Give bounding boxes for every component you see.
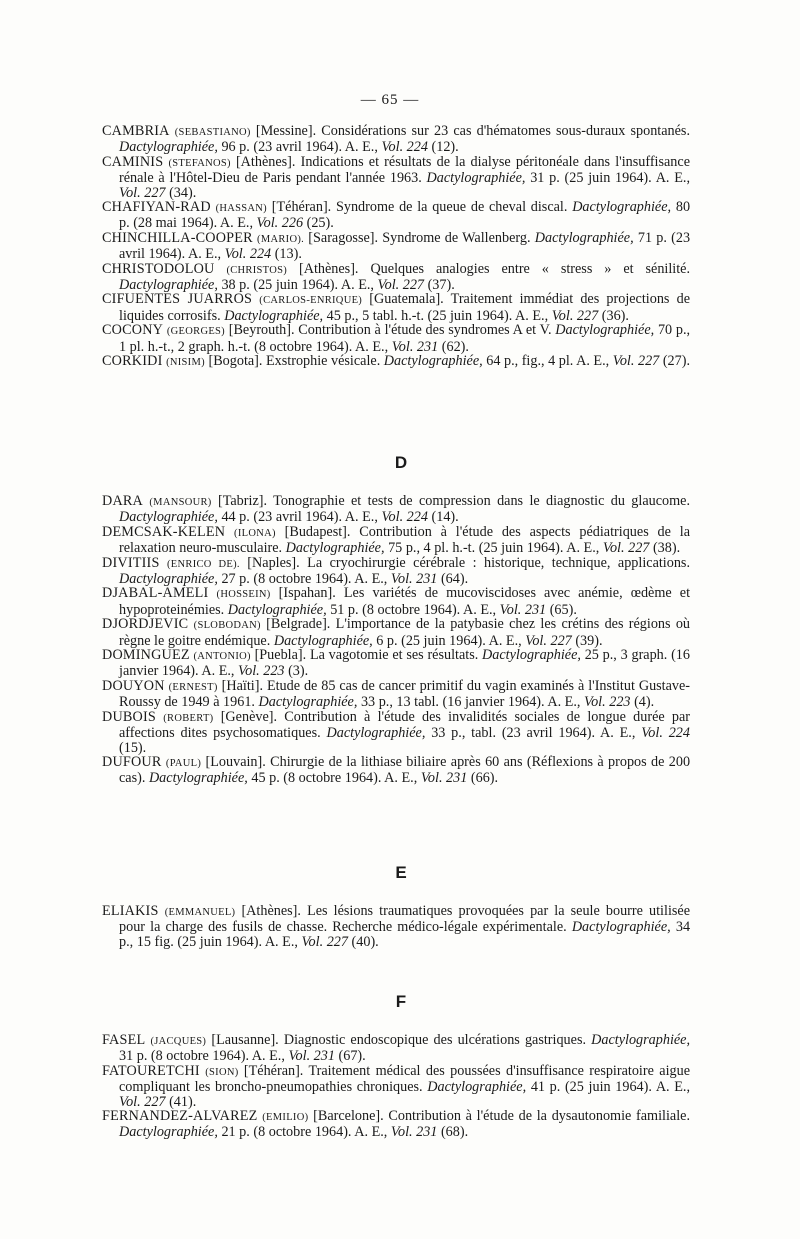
publication-format: Dactylographiée, [119,139,218,156]
publication-details: 38 p. (25 juin 1964). [221,277,339,294]
city: [Athènes]. [235,153,296,170]
journal-abbrev: A. E., [600,725,636,742]
author-surname: FASEL [102,1032,146,1048]
author-given-name: (SION) [205,1066,239,1078]
publication-format: Dactylographiée, [572,199,672,216]
city: [Belgrade]. [266,616,331,633]
section-c [102,124,690,371]
bibliography-entry [102,755,690,786]
publication-format: Dactylographiée, [383,353,483,370]
author-given-name: (CARLOS-ENRIQUE) [259,295,363,307]
author-surname: DIVITIIS [102,554,160,571]
journal-abbrev: A. E., [201,663,235,680]
author-given-name: (SLOBODAN) [193,620,261,632]
author-surname: CIFUENTES JUARROS [102,291,253,308]
author-surname: DUBOIS [102,708,157,725]
city: [Téhéran]. [243,1062,304,1079]
publication-format: Dactylographiée, [224,307,324,324]
journal-abbrev: A. E., [340,277,374,294]
author-given-name: (MANSOUR) [149,497,212,508]
bibliography-entry [102,556,690,587]
thesis-title: Exstrophie vésicale. [266,353,381,370]
author-surname: CHRISTODOLOU [102,260,215,277]
author-surname: CORKIDI [102,353,163,370]
thesis-title: L'importance de la patybasie chez les crétins des régions où règne le goitre endémique. [119,616,691,649]
entry-number: (66). [470,770,499,787]
volume: Vol. 227 [612,353,660,370]
publication-details: 96 p. (23 avril 1964). [221,139,343,156]
bibliography-entry [102,354,690,370]
bibliography-entry [102,1033,690,1064]
thesis-title: Considérations sur 23 cas d'hématomes sous-duraux spontanés. [321,123,690,139]
city: [Budapest]. [284,523,351,540]
entry-number: (41). [169,1093,197,1110]
volume: Vol. 224 [641,725,690,742]
thesis-title: Traitement immédiat des projections de liquides corrosifs. [119,291,691,324]
volume: Vol. 227 [119,1093,166,1110]
author-given-name: (HASSAN) [215,203,267,215]
entry-number: (4). [634,694,655,711]
author-given-name: (CHRISTOS) [226,264,288,276]
entry-number: (3). [288,663,309,680]
city: [Téhéran]. [271,199,332,216]
author-surname: FATOURETCHI [102,1062,200,1079]
thesis-title: Contribution à l'étude des aspects pédiatriques de la relaxation neuro-musculaire. [119,523,691,557]
city: [Genève]. [220,708,278,725]
bibliography-entry [102,648,690,679]
city: [Naples]. [247,554,300,571]
author-given-name: (STEFANOS) [168,157,231,169]
city: [Louvain]. [205,753,266,770]
city: [Puebla]. [254,647,307,664]
author-surname: DOMINGUEZ [102,647,190,664]
author-surname: DOUYON [102,677,165,694]
publication-details: 41 p. (25 juin 1964). [530,1079,652,1096]
volume: Vol. 227 [301,933,348,950]
city: [Tabriz]. [217,493,268,509]
journal-abbrev: A. E., [264,933,298,950]
author-surname: FERNANDEZ-ALVAREZ [102,1108,258,1125]
entry-number: (65). [549,601,577,618]
volume: Vol. 227 [377,277,425,294]
entry-number: (36). [601,307,629,324]
bibliography-entry [102,586,690,617]
entry-number: (37). [427,277,455,294]
volume: Vol. 227 [602,540,650,557]
publication-format: Dactylographiée, [273,632,373,649]
city: [Beyrouth]. [228,322,295,339]
bibliography-entry [102,155,690,200]
volume: Vol. 227 [525,632,572,649]
publication-details: 25 p., 3 graph. (16 janvier 1964). [119,647,690,680]
entry-number: (14). [431,509,459,526]
bibliography-entry [102,323,690,354]
publication-format: Dactylographiée, [119,1124,218,1141]
publication-details: 75 p., 4 pl. h.-t. (25 juin 1964). [388,540,564,557]
thesis-title: Syndrome de Wallenberg. [382,229,531,246]
publication-details: 80 p. (28 mai 1964). [119,199,691,232]
thesis-title: Etude de 85 cas de cancer primitif du vagin examinés à l'Institut Gustave-Roussy de 1949 à 1961. [119,677,691,711]
volume: Vol. 224 [381,139,428,156]
journal-abbrev: A. E., [515,307,549,324]
section-f [102,989,690,1140]
author-given-name: (ENRICO DE). [167,558,240,570]
journal-abbrev: A. E., [655,1079,691,1096]
publication-details: 51 p. (8 octobre 1964). [330,601,461,618]
volume: Vol. 227 [119,184,166,201]
city: [Messine]. [255,123,317,139]
thesis-title: Syndrome de la queue de cheval discal. [335,199,568,216]
thesis-title: Traitement médical des poussées d'insuffisance respiratoire aigue compliquant les broncho-pneumopathies chroniques. [119,1062,690,1096]
journal-abbrev: A. E., [219,215,253,232]
publication-details: 44 p. (23 avril 1964). [221,509,343,526]
author-given-name: (EMMANUEL) [164,907,236,918]
thesis-title: Contribution à l'étude des invalidités sociales de longue durée par affections dites psychosomatiques. [119,708,691,742]
entry-number: (38). [652,540,681,557]
journal-abbrev: A. E., [187,246,222,263]
bibliography-entry [102,904,690,949]
entry-number: (12). [431,139,459,156]
city: [Lausanne]. [211,1032,279,1048]
publication-format: Dactylographiée, [482,647,581,664]
journal-abbrev: A. E., [384,770,418,787]
publication-details: 45 p. (8 octobre 1964). [251,770,382,787]
author-given-name: (HOSSEIN) [216,589,271,601]
bibliography-entry [102,1109,690,1140]
city: [Haïti]. [221,677,263,694]
thesis-title: Diagnostic endoscopique des ulcérations gastriques. [283,1032,587,1048]
author-given-name: (JACQUES) [150,1036,207,1047]
publication-format: Dactylographiée, [571,919,671,936]
section-letter: F [395,992,407,1011]
bibliography-entry [102,494,690,525]
section-letter: E [395,863,407,882]
author-surname: ELIAKIS [102,903,159,919]
thesis-title: Quelques analogies entre « stress » et sénilité. [370,260,691,277]
city: [Barcelone]. [313,1108,384,1125]
entry-number: (62). [441,338,469,355]
publication-format: Dactylographiée, [119,509,218,526]
thesis-title: Contribution à l'étude de la dysautonomie familiale. [388,1108,691,1125]
thesis-title: Indications et résultats de la dialyse péritonéale dans l'insuffisance rénale à l'Hôtel-Dieu de Paris pendant l'année 1963. [119,153,690,187]
author-surname: DEMCSAK-KELEN [102,523,226,540]
thesis-title: Tonographie et tests de compression dans le diagnostic du glaucome. [273,493,691,509]
journal-abbrev: A. E., [344,509,378,526]
author-given-name: (ILONA) [234,527,276,539]
bibliography-entry [102,231,690,262]
journal-abbrev: A. E., [462,601,497,618]
journal-abbrev: A. E., [354,1124,388,1141]
entry-number: (15). [119,739,147,756]
city: [Bogota]. [208,353,263,370]
bibliography-entry [102,679,690,710]
thesis-title: La vagotomie et ses résultats. [309,647,479,664]
city: [Ispahan]. [278,585,336,602]
volume: Vol. 231 [391,338,439,355]
journal-abbrev: A. E., [547,694,581,711]
author-surname: CAMBRIA [102,123,170,139]
journal-abbrev: A. E., [566,540,600,557]
author-surname: DJORDJEVIC [102,616,189,633]
publication-details: 34 p., 15 fig. (25 juin 1964). [119,919,691,950]
author-given-name: (ANTONIO) [193,651,251,663]
page-number: — 65 — [360,92,420,108]
publication-format: Dactylographiée, [119,571,218,588]
journal-abbrev: A. E., [655,170,691,187]
publication-format: Dactylographiée, [258,694,358,711]
publication-format: Dactylographiée, [119,277,218,294]
publication-format: Dactylographiée, [426,170,526,187]
bibliography-entry [102,262,690,293]
publication-format: Dactylographiée, [534,229,634,246]
city: [Saragosse]. [308,229,379,246]
publication-format: Dactylographiée, [555,322,655,339]
entry-number: (13). [274,246,302,263]
bibliography-entry [102,292,690,323]
author-surname: COCONY [102,322,164,339]
publication-format: Dactylographiée, [591,1032,691,1048]
publication-details: 70 p., 1 pl. h.-t., 2 graph. h.-t. (8 octobre 1964). [119,322,691,355]
entry-number: (40). [351,933,379,950]
author-given-name: (EMILIO) [262,1112,309,1124]
author-given-name: (PAUL) [165,757,202,769]
bibliography-entry [102,710,690,755]
bibliography-entry [102,124,690,155]
thesis-title: Les variétés de mucoviscidoses avec anémie, œdème et hypoproteinémies. [119,585,691,618]
author-given-name: (NISIM) [166,357,205,369]
volume: Vol. 227 [551,307,599,324]
volume: Vol. 224 [381,509,428,526]
journal-abbrev: A. E., [576,353,610,370]
entry-number: (27). [662,353,690,370]
publication-format: Dactylographiée, [227,601,327,618]
journal-abbrev: A. E., [355,338,389,355]
publication-details: 6 p. (25 juin 1964). [376,632,486,649]
section-letter: D [394,453,408,472]
publication-details: 31 p. (8 octobre 1964). [119,1048,250,1065]
entry-number: (67). [338,1048,366,1065]
volume: Vol. 231 [420,770,468,787]
author-surname: DUFOUR [102,753,162,770]
volume: Vol. 223 [584,694,631,711]
city: [Athènes]. [241,903,301,919]
author-surname: CHINCHILLA-COOPER [102,229,253,246]
journal-abbrev: A. E., [344,139,378,156]
bibliography-entry [102,617,690,648]
volume: Vol. 224 [224,246,272,263]
entry-number: (64). [440,571,469,588]
publication-format: Dactylographiée, [148,770,248,787]
city: [Athènes]. [298,260,359,277]
entry-number: (34). [169,184,197,201]
publication-format: Dactylographiée, [326,725,426,742]
publication-details: 45 p., 5 tabl. h.-t. (25 juin 1964). [326,307,513,324]
author-given-name: (SEBASTIANO) [174,127,251,138]
author-surname: CHAFIYAN-RAD [102,199,211,216]
journal-abbrev: A. E., [251,1048,285,1065]
publication-details: 33 p., tabl. (23 avril 1964). [431,725,595,742]
thesis-title: Chirurgie de la lithiase biliaire après 60 ans (Réflexions à propos de 200 cas). [119,753,691,787]
thesis-title: La cryochirurgie cérébrale : historique, technique, applications. [307,554,690,571]
bibliography-entry [102,200,690,231]
publication-details: 21 p. (8 octobre 1964). [221,1124,352,1141]
entry-number: (39). [575,632,603,649]
publication-format: Dactylographiée, [427,1079,527,1096]
section-e [102,860,690,949]
journal-abbrev: A. E., [354,571,388,588]
author-surname: DARA [102,493,144,509]
publication-details: 31 p. (25 juin 1964). [530,170,652,187]
author-given-name: (ERNEST) [168,681,218,693]
volume: Vol. 231 [390,571,438,588]
publication-details: 27 p. (8 octobre 1964). [221,571,352,588]
volume: Vol. 231 [499,601,547,618]
entry-number: (25). [306,215,334,232]
publication-details: 64 p., fig., 4 pl. [486,353,574,370]
publication-details: 33 p., 13 tabl. (16 janvier 1964). [360,694,545,711]
city: [Guatemala]. [369,291,444,308]
volume: Vol. 231 [390,1124,438,1141]
author-given-name: (GEORGES) [166,326,225,338]
volume: Vol. 226 [256,215,304,232]
volume: Vol. 231 [288,1048,335,1065]
entry-number: (68). [440,1124,469,1141]
thesis-title: Les lésions traumatiques provoquées par la seule bourre utilisée pour la charge des fusils de chasse. Recherche médico-légale expérimentale. [119,903,690,936]
bibliography-entry [102,1064,690,1109]
section-d [102,450,690,786]
thesis-title: Contribution à l'étude des syndromes A et V. [298,322,552,339]
author-surname: CAMINIS [102,153,164,170]
author-surname: DJABAL-AMELI [102,585,209,602]
author-given-name: (ROBERT) [163,712,214,724]
bibliography-entry [102,525,690,556]
journal-abbrev: A. E., [488,632,522,649]
author-given-name: (MARIO). [257,233,305,245]
publication-format: Dactylographiée, [285,540,385,557]
volume: Vol. 223 [238,663,285,680]
publication-details: 71 p. (23 avril 1964). [119,229,691,263]
